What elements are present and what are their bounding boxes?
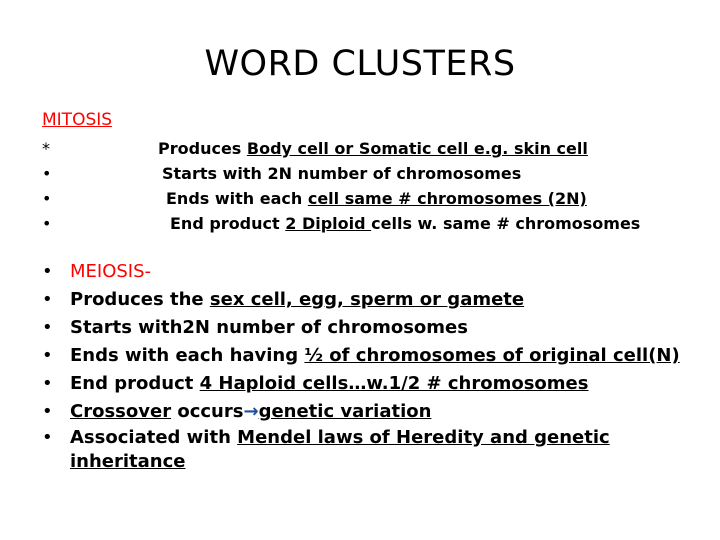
mitosis-line-starts <box>162 161 521 186</box>
text: Starts with 2N number of chromosomes <box>162 164 522 183</box>
underlined-text: Crossover <box>70 401 172 422</box>
text: End product <box>170 214 286 233</box>
underlined-text: Body cell or Somatic cell e.g. skin cell <box>246 139 588 158</box>
mitosis-marker: • <box>42 164 52 183</box>
meiosis-item <box>42 342 702 370</box>
text: Produces <box>158 139 247 158</box>
underlined-text: genetic variation <box>258 401 432 422</box>
underlined-text: ½ of chromosomes of original cell(N) <box>304 345 680 366</box>
underlined-text: sex cell, egg, sperm or gamete <box>209 289 525 310</box>
bullet: • <box>42 317 53 338</box>
mitosis-marker: • <box>42 189 52 208</box>
meiosis-heading: MEIOSIS- <box>70 261 152 282</box>
bullet: • <box>42 373 53 394</box>
text: 2N number of chromosomes <box>182 317 468 338</box>
underlined-text: cell same # chromosomes (2N) <box>307 189 587 208</box>
bullet: • <box>42 289 53 310</box>
bullet: • <box>42 401 53 422</box>
meiosis-list <box>42 258 702 474</box>
underlined-text: Mendel laws of Heredity and genetic inheritance <box>70 427 610 472</box>
text: Produces the <box>70 289 210 310</box>
mitosis-heading: MITOSIS <box>42 110 113 130</box>
mitosis-marker: • <box>42 214 52 233</box>
text: Ends with each having <box>70 345 305 366</box>
mitosis-line-ends <box>166 186 587 211</box>
meiosis-item <box>42 370 702 398</box>
text: cells w. same # chromosomes <box>371 214 641 233</box>
mitosis-markers <box>42 136 51 236</box>
meiosis-item <box>42 426 702 474</box>
mitosis-marker: * <box>42 139 50 158</box>
arrow-right-icon: → <box>243 401 259 422</box>
meiosis-item <box>42 286 702 314</box>
text: Associated with <box>70 427 238 448</box>
mitosis-line-end-product <box>170 211 640 236</box>
text: Ends with each <box>166 189 308 208</box>
slide-title: WORD CLUSTERS <box>204 44 516 84</box>
underlined-text: 2 Diploid <box>285 214 372 233</box>
bullet: • <box>42 427 53 448</box>
text: occurs <box>171 401 244 422</box>
mitosis-line-produces <box>158 136 588 161</box>
meiosis-item <box>42 314 702 342</box>
meiosis-heading-item <box>42 258 702 286</box>
bullet: • <box>42 345 53 366</box>
meiosis-item-crossover <box>42 398 702 426</box>
underlined-text: 4 Haploid cells…w.1/2 # chromosomes <box>199 373 589 394</box>
text: Starts with <box>70 317 183 338</box>
bullet: • <box>42 261 53 282</box>
text: End product <box>70 373 200 394</box>
